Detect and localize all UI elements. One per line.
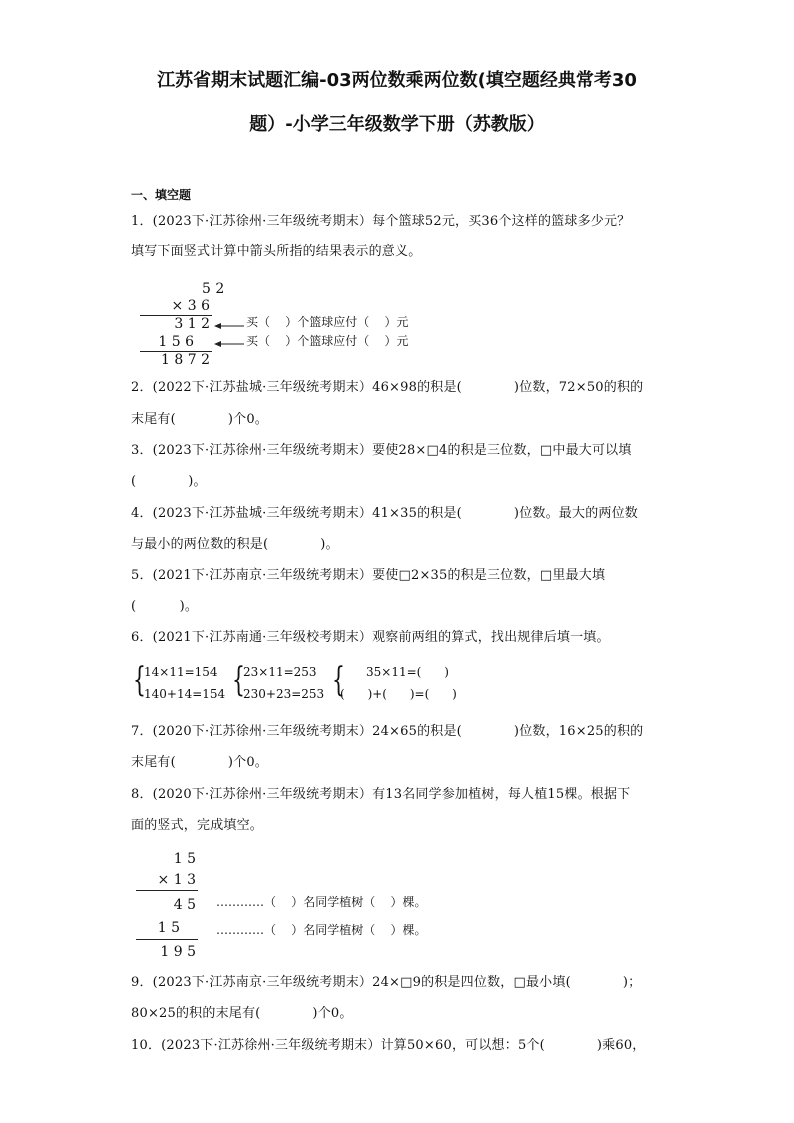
q1-row-multiplier: × 3 6 bbox=[171, 298, 210, 314]
q8-rule-1 bbox=[136, 890, 198, 891]
q1-row-multiplicand: 5 2 bbox=[202, 281, 225, 297]
q6-line-1: 6．(2021下·江苏南通·三年级校考期末）观察前两组的算式，找出规律后填一填。 bbox=[131, 630, 610, 645]
q8-row-multiplier: × 1 3 bbox=[157, 872, 196, 888]
q1-note-1: 买（ ）个篮球应付（ ）元 bbox=[246, 315, 409, 329]
q6-group-1-b: 140+14=154 bbox=[144, 687, 226, 701]
q10-line-1: 10．(2023下·江苏徐州·三年级统考期末）计算50×60，可以想：5个( )乘60， bbox=[131, 1038, 646, 1053]
q1-arrow-1-icon bbox=[214, 322, 244, 330]
q6-brace-1: { bbox=[133, 660, 146, 700]
q6-group-3-a: 35×11=( ) bbox=[366, 665, 449, 679]
q2-line-1: 2．(2022下·江苏盐城·三年级统考期末）46×98的积是( )位数，72×50的积的 bbox=[131, 380, 644, 395]
q9-line-2: 80×25的积的末尾有( )个0。 bbox=[131, 1006, 353, 1021]
q8-line-1: 8．(2020下·江苏徐州·三年级统考期末）有13名同学参加植树，每人植15棵。根据下 bbox=[131, 787, 631, 802]
q1-row-partial-2: 1 5 6 bbox=[158, 334, 194, 350]
q7-line-1: 7．(2020下·江苏徐州·三年级统考期末）24×65的积是( )位数，16×25的积的 bbox=[131, 724, 644, 739]
q8-row-partial-1: 4 5 bbox=[173, 897, 196, 913]
q4-line-2: 与最小的两位数的积是( )。 bbox=[131, 537, 339, 552]
q8-rule-2 bbox=[136, 939, 198, 940]
q8-row-partial-2: 1 5 bbox=[157, 920, 180, 936]
q8-line-2: 面的竖式，完成填空。 bbox=[131, 818, 264, 833]
q6-group-2-b: 230+23=253 bbox=[243, 687, 325, 701]
q1-row-partial-1: 3 1 2 bbox=[174, 316, 210, 332]
q1-note-2: 买（ ）个篮球应付（ ）元 bbox=[246, 334, 409, 348]
q6-group-3-b: ( )+( )=( ) bbox=[340, 687, 457, 701]
q3-line-1: 3．(2023下·江苏徐州·三年级统考期末）要使28×□4的积是三位数，□中最大可以填 bbox=[131, 443, 632, 458]
q6-brace-3: { bbox=[332, 660, 345, 700]
q1-line-1: 1．(2023下·江苏徐州·三年级统考期末）每个篮球52元，买36个这样的篮球多少元？ bbox=[131, 214, 631, 229]
q1-row-product: 1 8 7 2 bbox=[161, 352, 210, 368]
q7-line-2: 末尾有( )个0。 bbox=[131, 755, 269, 770]
q6-group-1-a: 14×11=154 bbox=[144, 665, 218, 679]
q8-note-2: …………（ ）名同学植树（ ）棵。 bbox=[216, 923, 427, 937]
q8-row-multiplicand: 1 5 bbox=[173, 851, 196, 867]
q3-line-2: ( )。 bbox=[131, 474, 207, 489]
q5-line-2: ( )。 bbox=[131, 599, 199, 614]
q8-row-product: 1 9 5 bbox=[160, 944, 196, 960]
section-heading: 一、填空题 bbox=[131, 188, 192, 202]
q6-group-2-a: 23×11=253 bbox=[243, 665, 317, 679]
q1-line-2: 填写下面竖式计算中箭头所指的结果表示的意义。 bbox=[131, 244, 422, 259]
page-title-line-1: 江苏省期末试题汇编-03两位数乘两位数(填空题经典常考30 bbox=[157, 70, 637, 91]
q2-line-2: 末尾有( )个0。 bbox=[131, 412, 269, 427]
q5-line-1: 5．(2021下·江苏南京·三年级统考期末）要使□2×35的积是三位数，□里最大填 bbox=[131, 568, 606, 583]
q8-note-1: …………（ ）名同学植树（ ）棵。 bbox=[216, 895, 427, 909]
q6-brace-2: { bbox=[232, 660, 245, 700]
page-title-line-2: 题）-小学三年级数学下册（苏教版） bbox=[249, 114, 545, 135]
q4-line-1: 4．(2023下·江苏盐城·三年级统考期末）41×35的积是( )位数。最大的两位数 bbox=[131, 506, 638, 521]
q1-arrow-2-icon bbox=[214, 340, 244, 348]
q9-line-1: 9．(2023下·江苏南京·三年级统考期末）24×□9的积是四位数，□最小填( )； bbox=[131, 975, 642, 990]
